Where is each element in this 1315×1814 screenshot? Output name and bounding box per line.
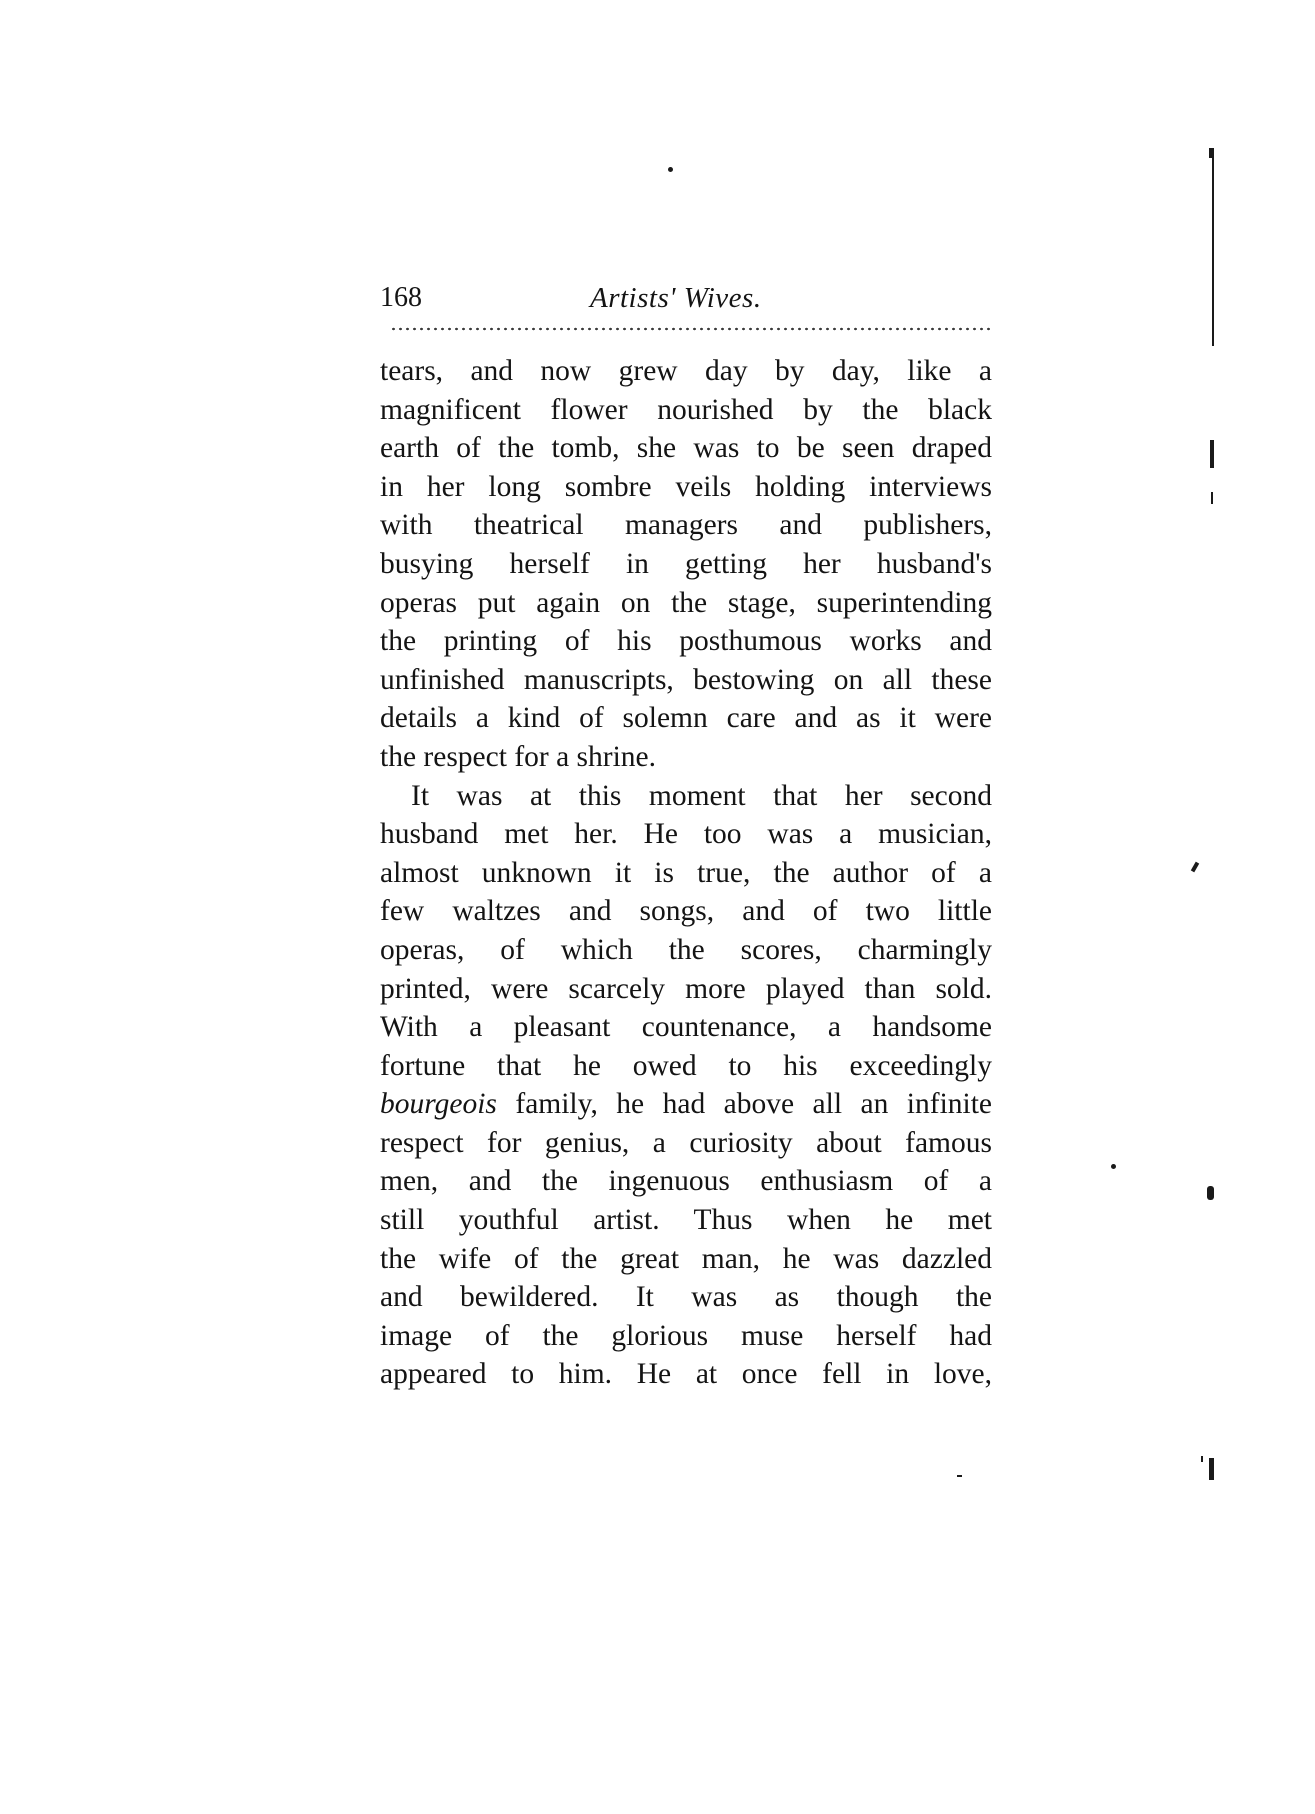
line-remainder: family, he had above all an infinite — [515, 1088, 993, 1121]
text-line: men, and the ingenuous enthusiasm of a — [380, 1165, 992, 1198]
speck-mark — [668, 167, 673, 172]
scan-artifact-mark — [1209, 1458, 1214, 1480]
scan-artifact-mark — [1211, 492, 1213, 504]
scan-artifact-mark — [1207, 1186, 1214, 1200]
page-number: 168 — [380, 282, 422, 313]
text-line — [380, 1085, 992, 1124]
scan-artifact-mark — [1191, 862, 1199, 873]
scan-artifact-line — [1212, 148, 1214, 346]
text-line: the respect for a shrine. — [380, 740, 657, 773]
text-line: operas, of which the scores, charmingly — [380, 933, 992, 966]
text-line: few waltzes and songs, and of two little — [380, 895, 992, 928]
running-head — [380, 278, 995, 318]
body-text — [380, 352, 992, 1394]
text-line: and bewildered. It was as though the — [380, 1281, 992, 1314]
scan-artifact-mark — [1209, 148, 1214, 158]
text-line: details a kind of solemn care and as it were — [380, 702, 992, 735]
text-line: With a pleasant countenance, a handsome — [380, 1011, 992, 1044]
text-line: the printing of his posthumous works and — [380, 625, 992, 658]
text-line: with theatrical managers and publishers, — [380, 509, 992, 542]
text-line: tears, and now grew day by day, like a — [380, 355, 992, 387]
text-line: unfinished manuscripts, bestowing on all these — [380, 663, 992, 696]
text-line: earth of the tomb, she was to be seen draped — [380, 432, 992, 465]
header-rule — [390, 326, 992, 332]
scan-artifact-mark — [957, 1475, 962, 1477]
text-line: It was at this moment that her second — [411, 779, 992, 812]
speck-mark — [1111, 1164, 1116, 1169]
text-line: appeared to him. He at once fell in love, — [380, 1358, 992, 1391]
running-title: Artists' Wives. — [590, 282, 762, 314]
scan-artifact-mark — [1201, 1456, 1203, 1462]
scan-artifact-mark — [1210, 440, 1214, 468]
text-line: operas put again on the stage, superintending — [380, 586, 992, 619]
text-line: the wife of the great man, he was dazzled — [380, 1242, 992, 1275]
text-line: image of the glorious muse herself had — [380, 1319, 992, 1352]
text-line: still youthful artist. Thus when he met — [380, 1204, 992, 1237]
text-line: husband met her. He too was a musician, — [380, 818, 992, 851]
text-line: respect for genius, a curiosity about famous — [380, 1126, 992, 1159]
text-line: almost unknown it is true, the author of a — [380, 856, 992, 889]
italic-word: bourgeois — [380, 1088, 497, 1121]
text-line: in her long sombre veils holding interviews — [380, 470, 992, 503]
text-line: magnificent flower nourished by the black — [380, 393, 992, 426]
text-line: printed, were scarcely more played than sold. — [380, 972, 992, 1005]
text-line: fortune that he owed to his exceedingly — [380, 1049, 992, 1082]
text-line: busying herself in getting her husband's — [380, 547, 992, 580]
